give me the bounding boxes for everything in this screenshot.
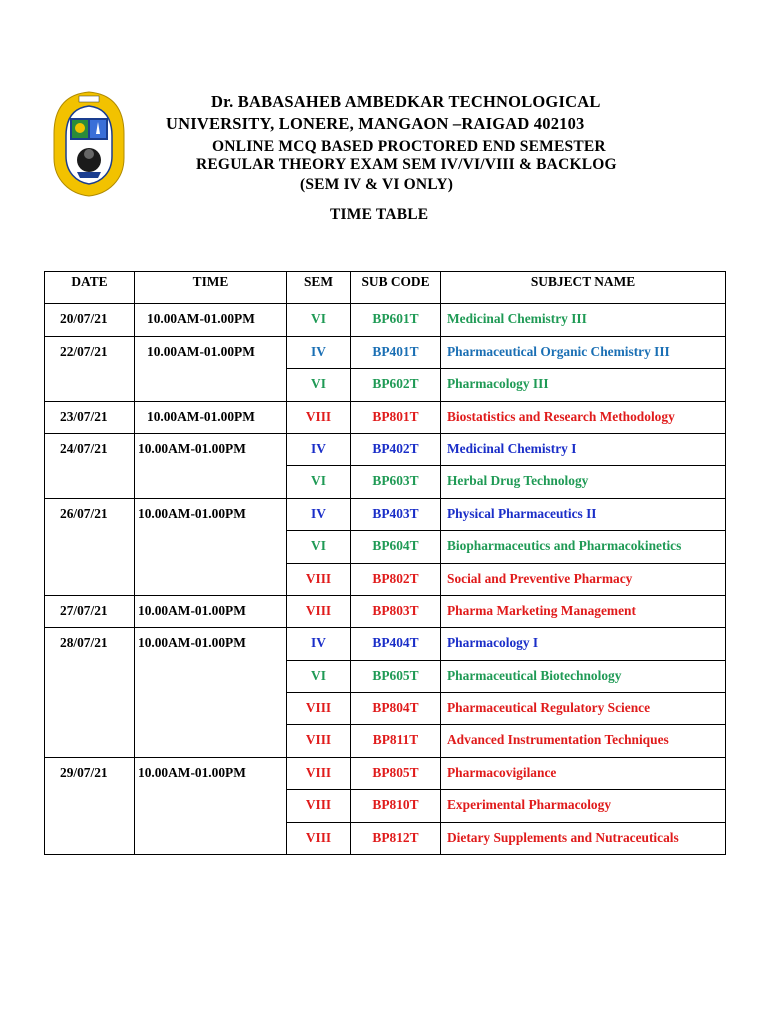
cell-subject-name: Biostatistics and Research Methodology [441, 401, 726, 433]
cell-sem: VI [287, 369, 351, 401]
column-header-sub-code: SUB CODE [351, 272, 441, 304]
column-header-subject-name: SUBJECT NAME [441, 272, 726, 304]
cell-subject-name: Pharmacovigilance [441, 757, 726, 789]
cell-time: 10.00AM-01.00PM [135, 628, 287, 758]
cell-sem: IV [287, 433, 351, 465]
time-table-heading: TIME TABLE [330, 206, 429, 223]
cell-date: 24/07/21 [45, 433, 135, 498]
cell-subject-name: Experimental Pharmacology [441, 790, 726, 822]
cell-sub-code: BP812T [351, 822, 441, 854]
cell-sub-code: BP602T [351, 369, 441, 401]
cell-sub-code: BP810T [351, 790, 441, 822]
exam-title-line-3: (SEM IV & VI ONLY) [300, 176, 454, 193]
table-row [45, 336, 726, 368]
cell-time: 10.00AM-01.00PM [135, 433, 287, 498]
column-header-date: DATE [45, 272, 135, 304]
cell-subject-name: Pharmaceutical Biotechnology [441, 660, 726, 692]
table-row [45, 757, 726, 789]
cell-sem: VI [287, 531, 351, 563]
table-row [45, 304, 726, 336]
cell-sem: VIII [287, 595, 351, 627]
cell-sem: IV [287, 628, 351, 660]
cell-sub-code: BP604T [351, 531, 441, 563]
cell-subject-name: Biopharmaceutics and Pharmacokinetics [441, 531, 726, 563]
cell-date: 28/07/21 [45, 628, 135, 758]
cell-sub-code: BP402T [351, 433, 441, 465]
cell-time: 10.00AM-01.00PM [135, 304, 287, 336]
cell-sub-code: BP603T [351, 466, 441, 498]
cell-subject-name: Pharma Marketing Management [441, 595, 726, 627]
cell-subject-name: Herbal Drug Technology [441, 466, 726, 498]
table-row [45, 498, 726, 530]
cell-sub-code: BP811T [351, 725, 441, 757]
cell-sem: IV [287, 498, 351, 530]
column-header-sem: SEM [287, 272, 351, 304]
cell-time: 10.00AM-01.00PM [135, 498, 287, 595]
cell-subject-name: Pharmaceutical Organic Chemistry III [441, 336, 726, 368]
cell-sem: VIII [287, 822, 351, 854]
cell-subject-name: Dietary Supplements and Nutraceuticals [441, 822, 726, 854]
cell-sub-code: BP601T [351, 304, 441, 336]
table-row [45, 401, 726, 433]
table-row [45, 628, 726, 660]
cell-time: 10.00AM-01.00PM [135, 595, 287, 627]
university-name-line-1: Dr. BABASAHEB AMBEDKAR TECHNOLOGICAL [211, 92, 601, 111]
cell-sub-code: BP404T [351, 628, 441, 660]
cell-sub-code: BP803T [351, 595, 441, 627]
cell-sem: VI [287, 466, 351, 498]
cell-subject-name: Social and Preventive Pharmacy [441, 563, 726, 595]
cell-date: 27/07/21 [45, 595, 135, 627]
cell-subject-name: Physical Pharmaceutics II [441, 498, 726, 530]
exam-time-table [44, 271, 726, 855]
cell-subject-name: Pharmacology I [441, 628, 726, 660]
cell-sub-code: BP401T [351, 336, 441, 368]
column-header-time: TIME [135, 272, 287, 304]
cell-time: 10.00AM-01.00PM [135, 401, 287, 433]
cell-date: 23/07/21 [45, 401, 135, 433]
cell-date: 20/07/21 [45, 304, 135, 336]
cell-date: 29/07/21 [45, 757, 135, 854]
table-row [45, 433, 726, 465]
cell-date: 22/07/21 [45, 336, 135, 401]
cell-sem: VI [287, 660, 351, 692]
cell-sem: IV [287, 336, 351, 368]
cell-time: 10.00AM-01.00PM [135, 757, 287, 854]
cell-sem: VIII [287, 401, 351, 433]
cell-subject-name: Pharmacology III [441, 369, 726, 401]
cell-time: 10.00AM-01.00PM [135, 336, 287, 401]
cell-subject-name: Medicinal Chemistry III [441, 304, 726, 336]
university-name-line-2: UNIVERSITY, LONERE, MANGAON –RAIGAD 402103 [166, 114, 585, 133]
cell-sub-code: BP804T [351, 693, 441, 725]
cell-sub-code: BP801T [351, 401, 441, 433]
cell-sem: VI [287, 304, 351, 336]
cell-sub-code: BP605T [351, 660, 441, 692]
cell-date: 26/07/21 [45, 498, 135, 595]
cell-subject-name: Medicinal Chemistry I [441, 433, 726, 465]
cell-subject-name: Pharmaceutical Regulatory Science [441, 693, 726, 725]
cell-sem: VIII [287, 725, 351, 757]
table-header-row [45, 272, 726, 304]
cell-sub-code: BP805T [351, 757, 441, 789]
cell-subject-name: Advanced Instrumentation Techniques [441, 725, 726, 757]
cell-sem: VIII [287, 757, 351, 789]
table-row [45, 595, 726, 627]
cell-sub-code: BP403T [351, 498, 441, 530]
cell-sem: VIII [287, 563, 351, 595]
cell-sem: VIII [287, 693, 351, 725]
exam-title-line-2: REGULAR THEORY EXAM SEM IV/VI/VIII & BACKLOG [196, 156, 617, 173]
exam-title-line-1: ONLINE MCQ BASED PROCTORED END SEMESTER [212, 138, 606, 155]
cell-sem: VIII [287, 790, 351, 822]
cell-sub-code: BP802T [351, 563, 441, 595]
university-seal-logo [52, 90, 126, 198]
